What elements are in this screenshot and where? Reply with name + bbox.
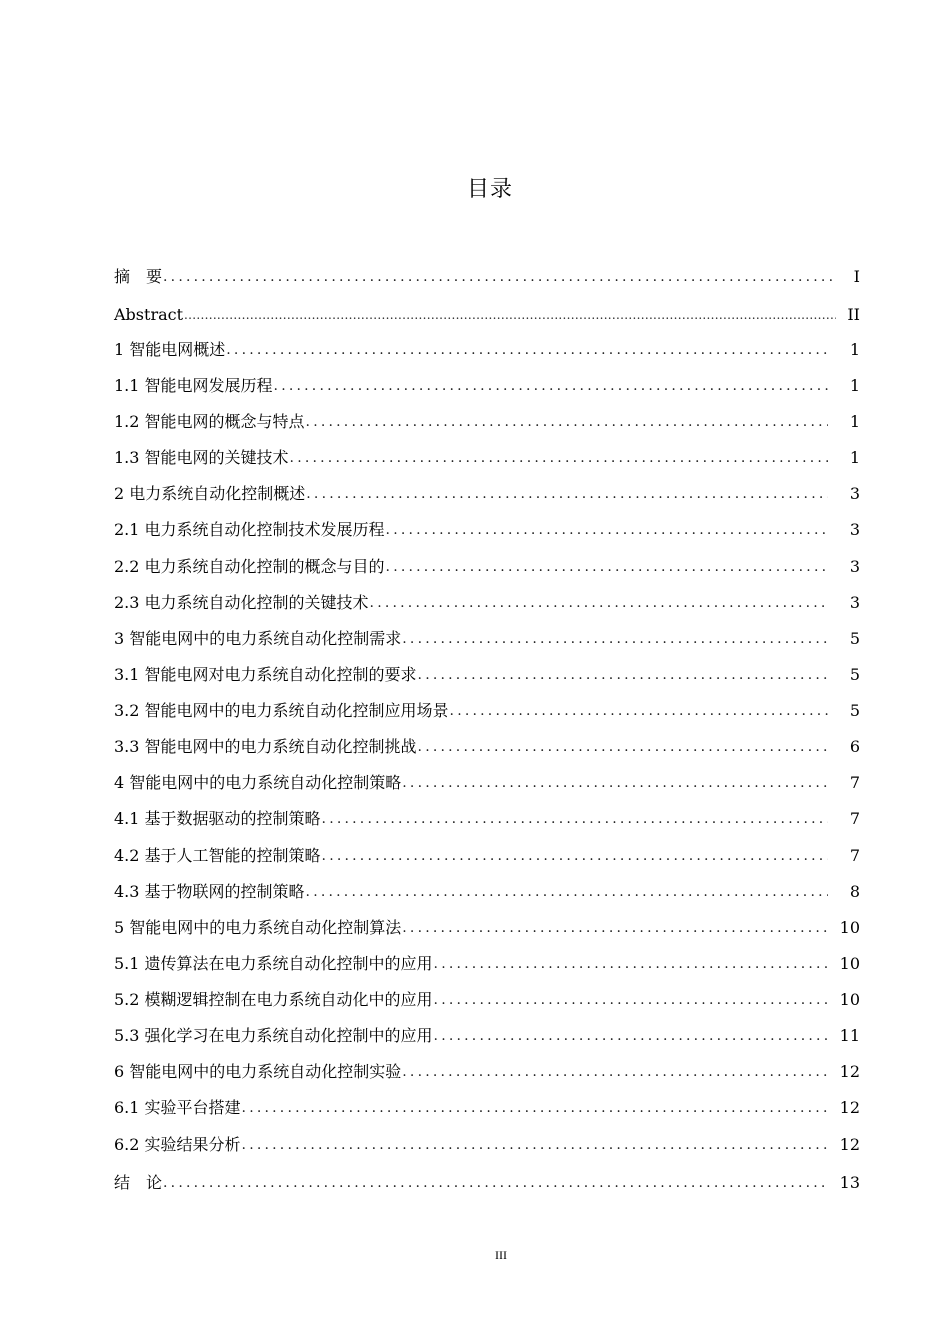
toc-entry-label: 4.2 基于人工智能的控制策略 [114,846,321,865]
toc-leader-dots [449,696,828,726]
toc-leader-dots [417,732,828,762]
toc-entry-1-3[interactable] [114,443,860,473]
toc-leader-dots [385,515,828,545]
toc-leader-dots [183,300,836,330]
toc-entry-3-2[interactable] [114,696,860,726]
toc-entry-4[interactable] [114,768,860,798]
toc-leader-dots [321,804,828,834]
toc-entry-page: 1 [849,376,860,395]
toc-entry-conclusion[interactable] [114,1168,860,1198]
toc-entry-page: 5 [849,665,860,684]
toc-entry-page: 3 [849,520,860,539]
toc-leader-dots [305,479,828,509]
toc-entry-page: 12 [839,1098,860,1117]
toc-entry-page: 12 [839,1135,860,1154]
toc-entry-6-2[interactable] [114,1130,860,1160]
toc-entry-3-1[interactable] [114,660,860,690]
toc-leader-dots [305,877,828,907]
toc-entry-label: 5.2 模糊逻辑控制在电力系统自动化中的应用 [114,990,433,1009]
toc-entry-label: 4.3 基于物联网的控制策略 [114,882,305,901]
toc-entry-label: 2.3 电力系统自动化控制的关键技术 [114,593,369,612]
toc-entry-6[interactable] [114,1057,860,1087]
toc-entry-page: 1 [849,412,860,431]
toc-entry-page: 10 [839,918,860,937]
toc-entry-page: 10 [839,954,860,973]
toc-entry-label: 2 电力系统自动化控制概述 [114,484,306,503]
toc-entry-label: 1 智能电网概述 [114,340,226,359]
toc-entry-label: 3.1 智能电网对电力系统自动化控制的要求 [114,665,417,684]
toc-entry-label: 4.1 基于数据驱动的控制策略 [114,809,321,828]
toc-entry-label: 5 智能电网中的电力系统自动化控制算法 [114,918,402,937]
toc-leader-dots [241,1130,828,1160]
toc-entry-5[interactable] [114,913,860,943]
toc-entry-page: 7 [849,773,860,792]
toc-leader-dots [369,588,828,618]
toc-entry-page: 12 [839,1062,860,1081]
toc-entry-label: 3.3 智能电网中的电力系统自动化控制挑战 [114,737,417,756]
toc-entry-6-1[interactable] [114,1093,860,1123]
toc-entry-page: 13 [839,1173,860,1192]
toc-leader-dots [241,1093,828,1123]
toc-entry-abstract-cn[interactable] [114,262,860,292]
toc-leader-dots [162,1168,828,1198]
toc-entry-page: 11 [839,1026,860,1045]
toc-entry-abstract-en[interactable] [114,300,860,330]
toc-entry-page: 6 [849,737,860,756]
toc-entry-label: 1.3 智能电网的关键技术 [114,448,289,467]
toc-entry-label: 5.3 强化学习在电力系统自动化控制中的应用 [114,1026,433,1045]
toc-entry-5-1[interactable] [114,949,860,979]
toc-leader-dots [401,768,828,798]
toc-entry-1-1[interactable] [114,371,860,401]
toc-entry-label: 2.1 电力系统自动化控制技术发展历程 [114,520,385,539]
toc-entry-page: 8 [849,882,860,901]
toc-entry-page: 7 [849,846,860,865]
toc-entry-label: 2.2 电力系统自动化控制的概念与目的 [114,557,385,576]
toc-entry-label: Abstract [114,305,184,324]
page-title: 目录 [466,177,513,202]
toc-entry-page: 3 [849,557,860,576]
toc-entry-label: 3 智能电网中的电力系统自动化控制需求 [114,629,402,648]
toc-entry-1[interactable] [114,335,860,365]
page-number: III [495,1248,507,1262]
toc-leader-dots [433,1021,828,1051]
toc-entry-4-1[interactable] [114,804,860,834]
toc-entry-4-2[interactable] [114,841,860,871]
toc-entry-label: 6 智能电网中的电力系统自动化控制实验 [114,1062,402,1081]
toc-entry-label: 6.1 实验平台搭建 [114,1098,241,1117]
toc-leader-dots [305,407,828,437]
toc-entry-5-3[interactable] [114,1021,860,1051]
toc-entry-label: 1.2 智能电网的概念与特点 [114,412,305,431]
toc-leader-dots [401,624,828,654]
toc-leader-dots [289,443,828,473]
toc-entry-label: 3.2 智能电网中的电力系统自动化控制应用场景 [114,701,449,720]
toc-entry-page: 5 [849,701,860,720]
toc-entry-3[interactable] [114,624,860,654]
toc-entry-5-2[interactable] [114,985,860,1015]
toc-entry-label: 4 智能电网中的电力系统自动化控制策略 [114,773,402,792]
toc-entry-page: II [847,305,860,324]
toc-entry-page: I [853,267,860,286]
toc-entry-2-3[interactable] [114,588,860,618]
toc-entry-page: 7 [849,809,860,828]
toc-entry-label: 6.2 实验结果分析 [114,1135,241,1154]
toc-entry-2-1[interactable] [114,515,860,545]
toc-leader-dots [401,1057,828,1087]
toc-leader-dots [162,262,836,292]
toc-entry-label: 1.1 智能电网发展历程 [114,376,273,395]
toc-entry-page: 3 [849,593,860,612]
toc-entry-label: 摘 要 [114,267,163,286]
toc-leader-dots [321,841,828,871]
toc-entry-page: 3 [849,484,860,503]
toc-leader-dots [385,552,828,582]
toc-entry-label: 结 论 [114,1173,163,1192]
toc-leader-dots [225,335,828,365]
toc-leader-dots [417,660,828,690]
toc-leader-dots [401,913,828,943]
toc-leader-dots [273,371,828,401]
toc-entry-2-2[interactable] [114,552,860,582]
toc-entry-4-3[interactable] [114,877,860,907]
toc-entry-page: 10 [839,990,860,1009]
toc-entry-3-3[interactable] [114,732,860,762]
toc-entry-label: 5.1 遗传算法在电力系统自动化控制中的应用 [114,954,433,973]
toc-entry-1-2[interactable] [114,407,860,437]
toc-entry-page: 1 [849,448,860,467]
toc-leader-dots [433,949,828,979]
toc-entry-page: 1 [849,340,860,359]
toc-entry-2[interactable] [114,479,860,509]
toc-leader-dots [433,985,828,1015]
toc-entry-page: 5 [849,629,860,648]
